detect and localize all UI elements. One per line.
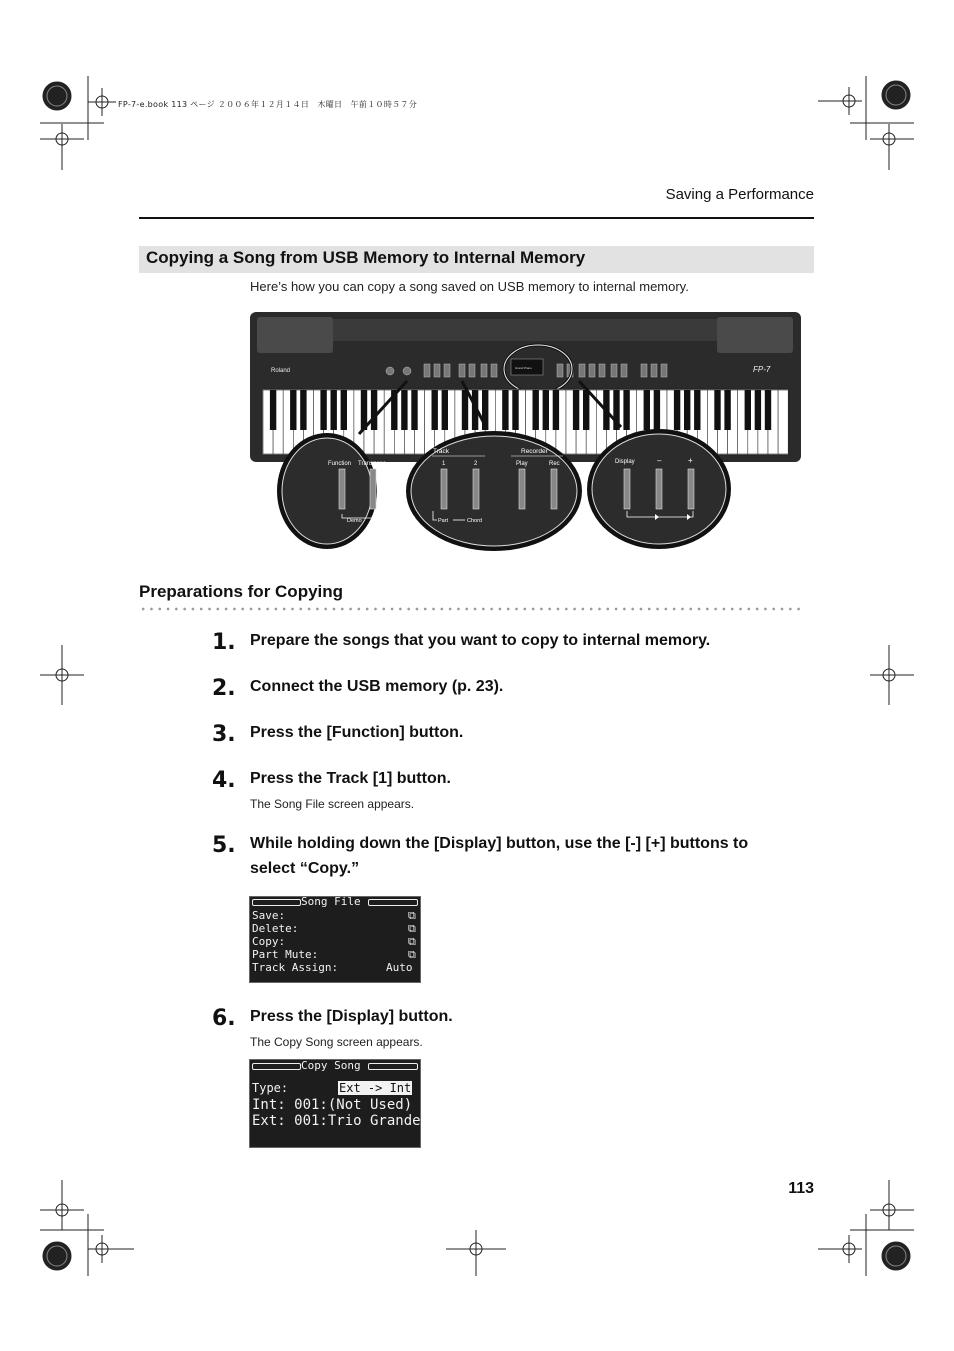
- callout-transpose-label: Transpose: [358, 461, 387, 467]
- black-key: [270, 390, 276, 430]
- lcd-type-label: Type:: [252, 1081, 289, 1095]
- black-key: [512, 390, 518, 430]
- step-5-text: While holding down the [Display] button, use the [-] [+] buttons to select “Copy.”: [250, 835, 749, 877]
- callout-display-label: Display: [615, 459, 635, 465]
- speaker-right: [717, 317, 793, 353]
- brand-logo: Roland: [271, 368, 291, 374]
- sub-heading: Preparations for Copying: [139, 582, 344, 601]
- lcd-int-line: Int: 001:(Not Used): [252, 1097, 413, 1113]
- step-2-number: 2.: [212, 676, 236, 701]
- step-6-number: 6.: [212, 1006, 236, 1031]
- step-4-text: Press the Track [1] button.: [250, 770, 451, 787]
- lcd-row-label: Delete:: [252, 922, 299, 935]
- lcd-row-label: Copy:: [252, 935, 286, 948]
- callout-track1-label: 1: [442, 461, 446, 467]
- black-key: [745, 390, 751, 430]
- black-key: [442, 390, 448, 430]
- callout-plus-label: +: [688, 456, 693, 465]
- black-key: [401, 390, 407, 430]
- black-key: [623, 390, 629, 430]
- black-key: [573, 390, 579, 430]
- page-number: 113: [788, 1180, 814, 1197]
- step-6-note: The Copy Song screen appears.: [250, 1035, 423, 1049]
- callout-mid: [406, 431, 582, 551]
- callout-play-label: Play: [516, 461, 528, 467]
- lcd-row-label: Part Mute:: [252, 948, 319, 961]
- step-6-text: Press the [Display] button.: [250, 1008, 453, 1025]
- callout-demo-label: Demo: [347, 518, 362, 524]
- black-key: [694, 390, 700, 430]
- step-3-text: Press the [Function] button.: [250, 724, 464, 741]
- lcd-row-value: ⧉: [408, 909, 416, 922]
- step-2-text: Connect the USB memory (p. 23).: [250, 678, 504, 695]
- black-key: [765, 390, 771, 430]
- black-key: [654, 390, 660, 430]
- callout-part-label: Part: [438, 518, 449, 524]
- callout-rec-label: Rec: [549, 461, 560, 467]
- step-5-number: 5.: [212, 833, 236, 858]
- header-rule: [139, 217, 814, 219]
- lcd-row-label: Track Assign:: [252, 961, 339, 974]
- lcd-row-value: Auto: [386, 961, 413, 974]
- black-key: [674, 390, 680, 430]
- intro-text: Here’s how you can copy a song saved on USB memory to internal memory.: [250, 279, 689, 294]
- running-head: Saving a Performance: [665, 186, 814, 203]
- callout-minus-label: –: [657, 456, 662, 465]
- lcd-mini-label: Grand Piano: [515, 366, 532, 370]
- speaker-left: [257, 317, 333, 353]
- callout-chord-label: Chord: [467, 518, 482, 524]
- black-key: [462, 390, 468, 430]
- lcd-row-value: ⧉: [408, 948, 416, 961]
- black-key: [553, 390, 559, 430]
- callout-recorder-label: Recorder: [521, 448, 548, 455]
- callout-track2-label: 2: [474, 461, 478, 467]
- lcd-row-label: Save:: [252, 909, 286, 922]
- lcd-row-value: ⧉: [408, 922, 416, 935]
- black-key: [290, 390, 296, 430]
- black-key: [714, 390, 720, 430]
- lcd-song-file-title: Song File: [301, 895, 361, 908]
- step-4-note: The Song File screen appears.: [250, 797, 415, 811]
- black-key: [755, 390, 761, 430]
- black-key: [371, 390, 377, 430]
- lcd-row-value: ⧉: [408, 935, 416, 948]
- callout-function-label: Function: [328, 461, 352, 467]
- callout-track-label: Track: [433, 448, 450, 455]
- model-logo: FP-7: [753, 365, 771, 374]
- piano-illustration: [249, 309, 805, 554]
- callout-right: [587, 429, 731, 549]
- dotted-divider: [139, 607, 803, 611]
- black-key: [644, 390, 650, 430]
- black-key: [411, 390, 417, 430]
- black-key: [533, 390, 539, 430]
- black-key: [724, 390, 730, 430]
- step-4-number: 4.: [212, 768, 236, 793]
- black-key: [320, 390, 326, 430]
- lcd-copy-song: [249, 1059, 421, 1148]
- lcd-type-value: Ext -> Int: [339, 1081, 412, 1095]
- black-key: [583, 390, 589, 430]
- white-key: [778, 390, 788, 454]
- section-title: Copying a Song from USB Memory to Internal Memory: [146, 248, 586, 267]
- step-3-number: 3.: [212, 722, 236, 747]
- step-1-number: 1.: [212, 630, 236, 655]
- lcd-song-file: [249, 896, 421, 983]
- lcd-ext-line: Ext: 001:Trio Grande: [252, 1113, 421, 1129]
- black-key: [341, 390, 347, 430]
- lcd-copy-song-title: Copy Song: [301, 1059, 361, 1072]
- black-key: [331, 390, 337, 430]
- step-1-text: Prepare the songs that you want to copy to internal memory.: [250, 632, 711, 649]
- black-key: [300, 390, 306, 430]
- black-key: [684, 390, 690, 430]
- print-meta: FP-7-e.book 113 ページ ２００６年１２月１４日 木曜日 午前１０時５７分: [118, 100, 418, 109]
- black-key: [543, 390, 549, 430]
- black-key: [502, 390, 508, 430]
- black-key: [432, 390, 438, 430]
